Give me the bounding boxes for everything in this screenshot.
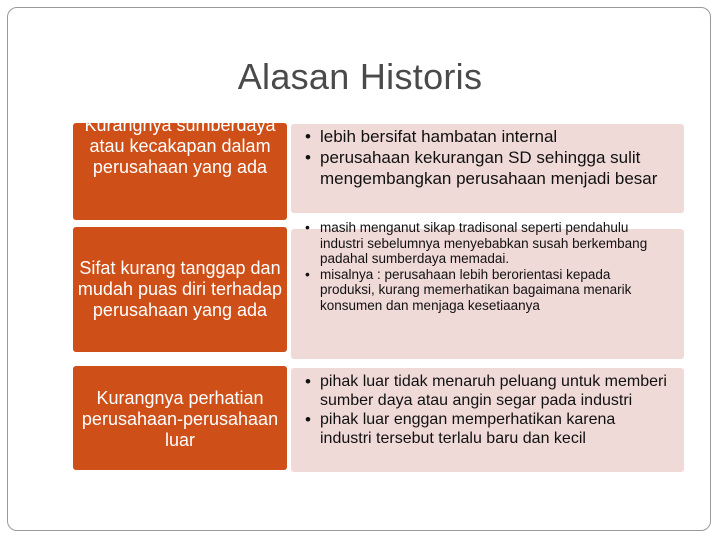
detail-item: • pihak luar enggan memperhatikan karena industri tersebut terlalu baru dan kecil [301,410,670,448]
detail-list-3 [301,372,670,448]
reason-label-2: Sifat kurang tanggap dan mudah puas diri terhadap perusahaan yang ada [77,258,283,320]
slide-title: Alasan Historis [237,56,483,97]
reason-box-2 [73,227,287,352]
reason-label-1: Kurangnya sumberdaya atau kecakapan dalam perusahaan yang ada [84,115,276,177]
reason-box-1 [73,115,287,220]
detail-item: • lebih bersifat hambatan internal [301,126,664,147]
reason-box-3 [73,366,287,470]
detail-item: • perusahaan kekurangan SD sehingga sulit mengembangkan perusahaan menjadi besar [301,147,664,189]
detail-box-3 [291,368,684,472]
detail-item: • masih menganut sikap tradisonal seperti pendahulu industri sebelumnya menyebabkan susah berkembang padahal sumberdaya memadai. [301,220,664,267]
detail-box-1 [291,124,684,213]
detail-list-1 [301,126,664,189]
detail-item: • misalnya : perusahaan lebih berorientasi kepada produksi, kurang memerhatikan bagaimana menarik konsumen dan menjaga kesetiaanya [301,267,664,314]
detail-list-2 [301,220,664,313]
detail-item: • pihak luar tidak menaruh peluang untuk memberi sumber daya atau angin segar pada industri [301,372,670,410]
reason-label-3: Kurangnya perhatian perusahaan-perusahaan luar [81,388,279,450]
detail-box-2 [291,220,684,359]
